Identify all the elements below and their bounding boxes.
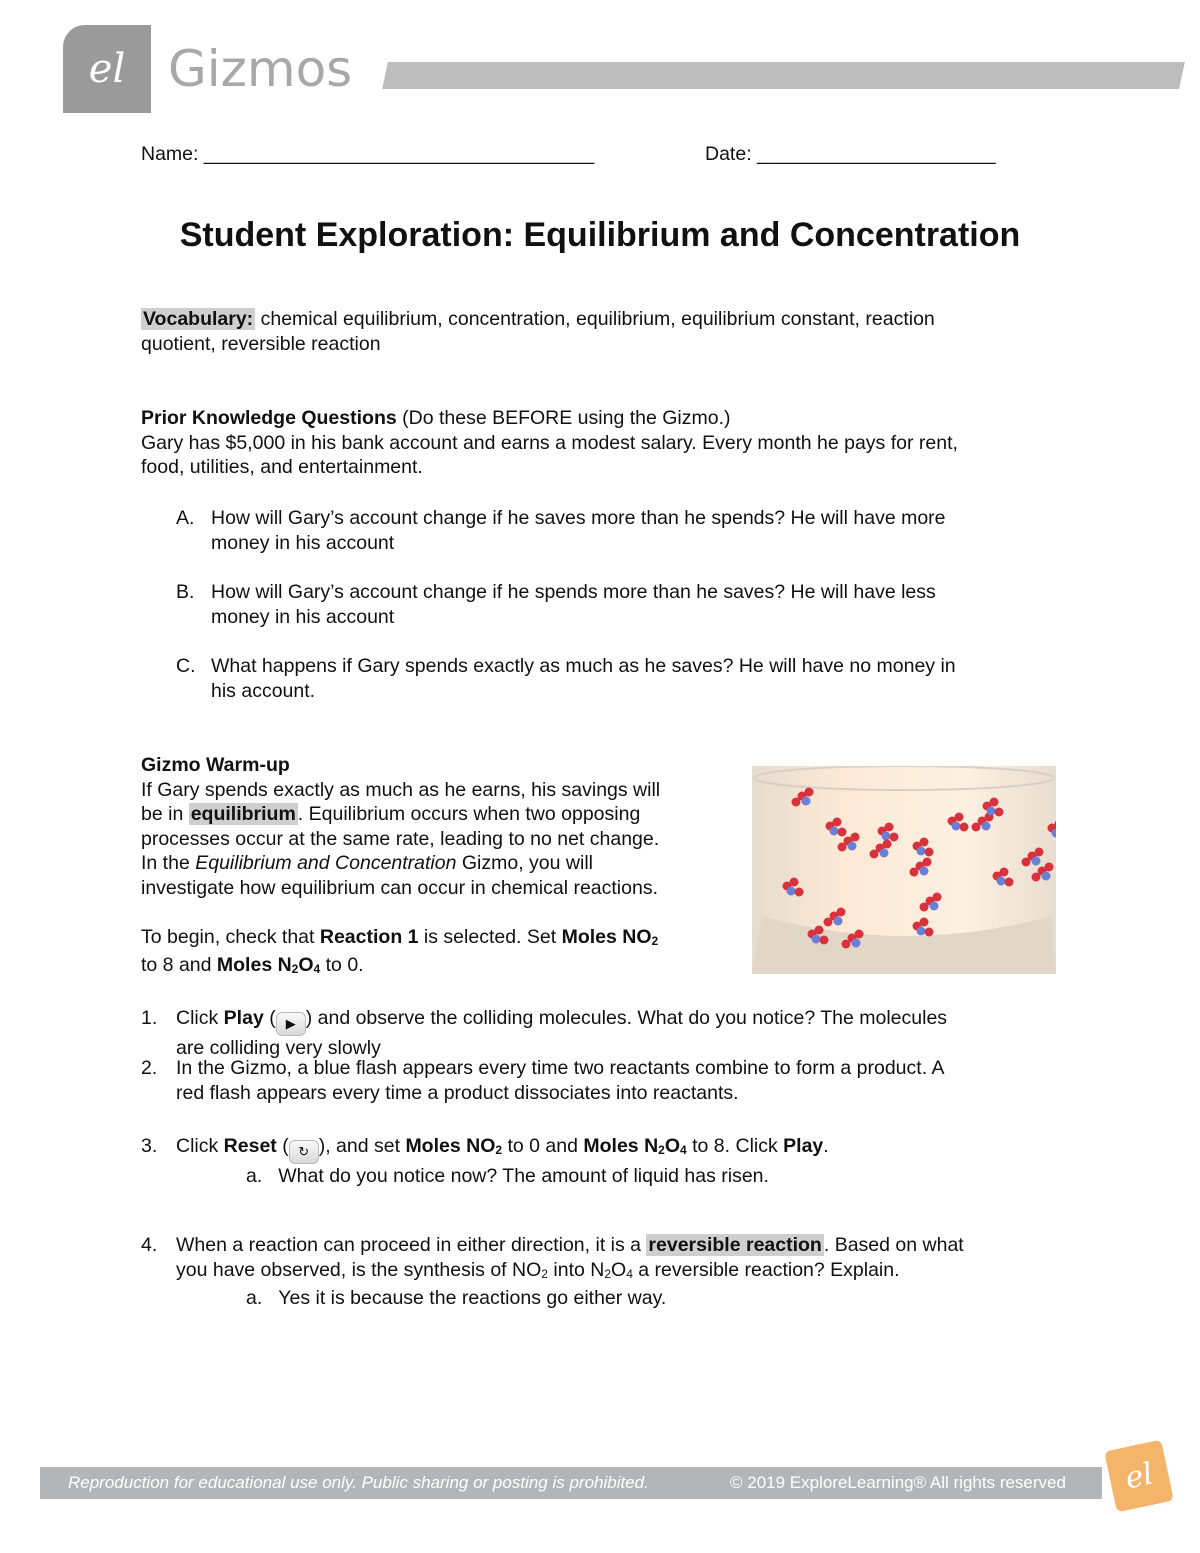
- warmup-text: Gizmo, you will: [456, 852, 593, 874]
- molecule: [910, 858, 932, 877]
- step-text: red flash appears every time a product dissociates into reactants.: [176, 1081, 739, 1104]
- step-text: When a reaction can proceed in either direction, it is a: [176, 1234, 647, 1256]
- play-icon: ▶: [276, 1012, 306, 1036]
- explorelearning-logo: [63, 25, 151, 113]
- step-text: you have observed, is the synthesis of NO: [176, 1258, 542, 1281]
- subscript: 2: [495, 1143, 503, 1157]
- warmup-text: processes occur at the same rate, leading to no net change.: [141, 827, 660, 850]
- step-text: to 0 and: [502, 1135, 584, 1157]
- subscript: 2: [604, 1266, 612, 1281]
- gizmo-name: Equilibrium and Concentration: [195, 852, 457, 874]
- explorelearning-footer-logo: [1104, 1440, 1174, 1513]
- molecule: [1048, 820, 1057, 839]
- subscript: 2: [291, 962, 299, 976]
- warmup-text: to 8 and: [141, 954, 217, 976]
- step-text: (: [276, 1135, 289, 1157]
- step-text: into N: [547, 1258, 605, 1281]
- logo-mark: el: [1121, 1456, 1157, 1496]
- footer-notice: Reproduction for educational use only. Public sharing or posting is prohibited.: [68, 1473, 649, 1492]
- question-label: B.: [176, 581, 195, 603]
- step-number: 4.: [141, 1234, 158, 1256]
- molecule: [913, 918, 934, 937]
- molecule: [1022, 848, 1044, 867]
- step-text: ), and set: [318, 1135, 406, 1157]
- warmup-text: investigate how equilibrium can occur in chemical reactions.: [141, 876, 658, 899]
- name-blank[interactable]: ____________________________________: [203, 143, 595, 165]
- question-text: What happens if Gary spends exactly as much as he saves? He will have no money in: [211, 655, 956, 677]
- warmup-text: In the: [141, 852, 196, 874]
- step-number: 3.: [141, 1135, 158, 1157]
- vocab-label: Vocabulary:: [143, 308, 254, 330]
- header-bar: [382, 62, 1185, 89]
- warmup-text: . Equilibrium occurs when two opposing: [297, 803, 641, 825]
- molecule: [870, 840, 892, 859]
- step-number: 1.: [141, 1007, 158, 1029]
- moles-n2o4: Moles N: [216, 954, 292, 976]
- molecule: [948, 813, 969, 832]
- molecule: [913, 838, 934, 857]
- step-text: Click: [176, 1135, 224, 1157]
- step-text: to 8. Click: [686, 1135, 784, 1157]
- answer-text[interactable]: What do you notice now? The amount of liquid has risen.: [278, 1165, 769, 1187]
- question-text: How will Gary’s account change if he saves more than he spends? He will have more: [211, 507, 946, 529]
- moles-n2o4: O: [298, 954, 314, 976]
- warmup-text: to 0.: [320, 954, 364, 976]
- step-text: ) and observe the colliding molecules. What do you notice? The molecules: [305, 1007, 948, 1029]
- molecule: [993, 868, 1014, 887]
- date-blank[interactable]: ______________________: [757, 143, 996, 165]
- date-label: Date:: [705, 143, 752, 165]
- moles-no2: Moles NO: [405, 1135, 496, 1157]
- molecule: [1032, 863, 1054, 882]
- molecule: [826, 818, 847, 837]
- step-text: O: [611, 1258, 627, 1281]
- molecules-illustration: [752, 766, 1056, 974]
- step-text: .: [823, 1135, 829, 1157]
- prior-intro: Gary has $5,000 in his bank account and earns a modest salary. Every month he pays for rent,: [141, 431, 958, 454]
- question-text: How will Gary’s account change if he spends more than he saves? He will have less: [211, 581, 936, 603]
- reset-icon: ↻: [289, 1140, 319, 1164]
- prior-heading: Prior Knowledge Questions: [141, 407, 397, 429]
- name-field[interactable]: [141, 143, 594, 166]
- brand-name: Gizmos: [168, 40, 353, 98]
- step-text: Click: [176, 1007, 224, 1029]
- molecule: [920, 893, 942, 912]
- page-title: Student Exploration: Equilibrium and Concentration: [179, 216, 1021, 254]
- gizmo-molecules-image: [752, 766, 1056, 974]
- reset-label: Reset: [223, 1135, 277, 1157]
- step-number: 2.: [141, 1057, 158, 1079]
- logo-mark: el: [88, 46, 126, 92]
- molecule: [878, 823, 899, 842]
- subscript: 2: [658, 1143, 665, 1157]
- moles-no2: Moles NO: [561, 925, 652, 948]
- molecule: [824, 908, 846, 927]
- prior-note: (Do these BEFORE using the Gizmo.): [396, 407, 731, 429]
- answer-text[interactable]: money in his account: [211, 605, 395, 628]
- name-label: Name:: [141, 143, 199, 165]
- question-label: C.: [176, 655, 196, 677]
- vocab-text-2: quotient, reversible reaction: [141, 332, 381, 355]
- vocabulary: [141, 307, 935, 356]
- warmup-text: If Gary spends exactly as much as he earns, his savings will: [141, 778, 661, 801]
- prior-intro-2: food, utilities, and entertainment.: [141, 456, 423, 478]
- reaction-1: Reaction 1: [319, 925, 419, 948]
- answer-text[interactable]: Yes it is because the reactions go either way.: [278, 1287, 667, 1309]
- date-field[interactable]: [705, 143, 996, 166]
- molecule: [783, 878, 804, 897]
- answer-text[interactable]: money in his account: [211, 531, 395, 554]
- warmup-heading: Gizmo Warm-up: [141, 754, 290, 776]
- term-equilibrium: equilibrium: [190, 803, 296, 825]
- step-text: (: [263, 1007, 276, 1029]
- sub-label: a.: [246, 1287, 263, 1309]
- subscript: 4: [680, 1143, 687, 1157]
- step-text: a reversible reaction? Explain.: [632, 1258, 900, 1281]
- subscript: 2: [541, 1266, 548, 1281]
- play-label: Play: [783, 1135, 824, 1157]
- answer-text[interactable]: his account.: [211, 679, 316, 702]
- step-text: . Based on what: [823, 1234, 964, 1256]
- step-text: In the Gizmo, a blue flash appears every time two reactants combine to form a product. A: [176, 1057, 945, 1079]
- footer-copyright: © 2019 ExploreLearning® All rights reserved: [730, 1473, 1066, 1492]
- footer-bar: [40, 1467, 1102, 1499]
- warmup-text: be in: [141, 803, 189, 825]
- vocab-text: chemical equilibrium, concentration, equilibrium, equilibrium constant, reaction: [255, 308, 935, 330]
- question-label: A.: [176, 507, 195, 529]
- sub-label: a.: [246, 1165, 263, 1187]
- moles-n2o4: Moles N: [583, 1135, 659, 1157]
- warmup-text: To begin, check that: [141, 925, 320, 948]
- molecule: [792, 788, 814, 807]
- term-reversible-reaction: reversible reaction: [648, 1234, 822, 1256]
- subscript: 2: [651, 933, 659, 948]
- play-label: Play: [223, 1007, 264, 1029]
- gizmo-warmup: [141, 753, 660, 982]
- subscript: 4: [313, 962, 321, 976]
- moles-n2o4: O: [664, 1135, 681, 1157]
- warmup-text: is selected. Set: [418, 925, 562, 948]
- subscript: 4: [626, 1266, 633, 1281]
- answer-text[interactable]: are colliding very slowly: [176, 1037, 381, 1059]
- prior-knowledge: [141, 406, 958, 480]
- molecule: [983, 798, 1004, 817]
